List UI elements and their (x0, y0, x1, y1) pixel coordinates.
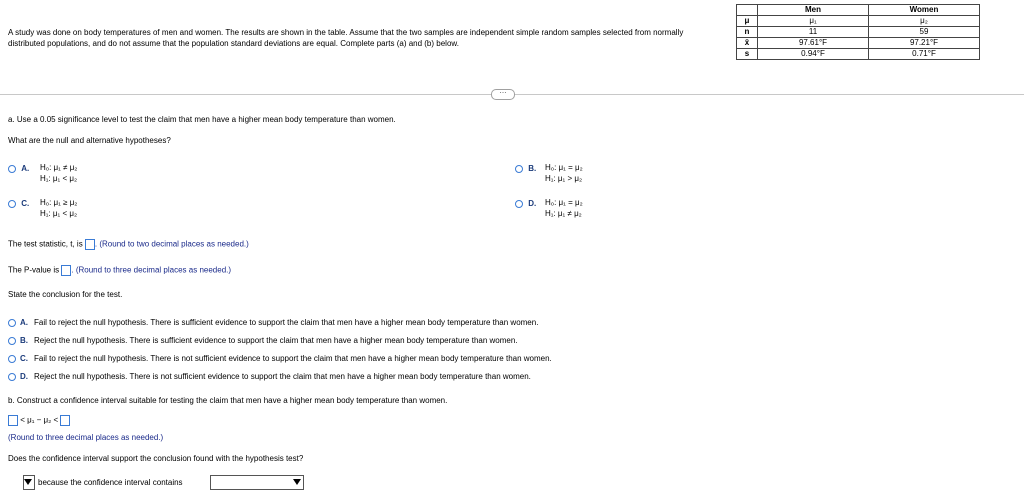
test-statistic-row (8, 239, 249, 250)
option-text: Reject the null hypothesis. There is sufficient evidence to support the claim that men have a higher mean body temperature than women. (34, 336, 518, 345)
ci-expression: < μ₁ − μ₂ < (20, 415, 59, 425)
radio-button[interactable] (8, 165, 16, 173)
alt-hypothesis: H₁: μ₁ < μ₂ (40, 209, 78, 218)
option-letter: C. (20, 354, 28, 363)
table-cell: 0.94°F (758, 49, 869, 60)
table-row-label: s (737, 49, 758, 60)
test-statistic-label: The test statistic, t, is (8, 239, 83, 249)
option-text: Fail to reject the null hypothesis. There is not sufficient evidence to support the claim that men have a higher mean body temperature than women. (34, 354, 552, 363)
hyp-option-d[interactable] (515, 198, 583, 218)
hypotheses-question: What are the null and alternative hypotheses? (8, 136, 171, 145)
pvalue-note: . (Round to three decimal places as needed.) (71, 265, 232, 275)
radio-button[interactable] (8, 319, 16, 327)
pvalue-input[interactable] (61, 265, 71, 276)
conclusion-option-b[interactable] (8, 336, 518, 345)
option-letter: A. (20, 318, 28, 327)
support-sentence: because the confidence interval contains (38, 478, 183, 487)
table-cell: 0.71°F (869, 49, 980, 60)
ci-upper-input[interactable] (60, 415, 70, 426)
hyp-option-b[interactable] (515, 163, 583, 183)
option-letter: B. (528, 164, 537, 173)
radio-button[interactable] (8, 355, 16, 363)
alt-hypothesis: H₁: μ₁ ≠ μ₂ (545, 209, 582, 218)
radio-button[interactable] (515, 200, 523, 208)
table-row-label: x̄ (737, 38, 758, 49)
part-a-prompt: a. Use a 0.05 significance level to test the claim that men have a higher mean body temperature than women. (8, 115, 396, 124)
table-cell: μ₁ (758, 16, 869, 27)
problem-intro: A study was done on body temperatures of men and women. The results are shown in the table. Assume that the two samples are independent simple random samples selected from normally distributed populations, and do not assume that the population standard deviations are equal. Complete parts (a) and (b) below. (8, 28, 684, 48)
hyp-option-c[interactable] (8, 198, 78, 218)
option-letter: C. (21, 199, 30, 208)
confidence-interval-row (8, 415, 70, 426)
table-cell: 97.21°F (869, 38, 980, 49)
table-cell: μ₂ (869, 16, 980, 27)
ci-note: (Round to three decimal places as needed.) (8, 433, 164, 442)
option-letter: B. (20, 336, 28, 345)
data-table (736, 4, 980, 60)
support-value-select[interactable] (210, 475, 304, 490)
alt-hypothesis: H₁: μ₁ > μ₂ (545, 174, 583, 183)
radio-button[interactable] (8, 337, 16, 345)
table-row-label: n (737, 27, 758, 38)
option-letter: D. (528, 199, 537, 208)
table-cell: 59 (869, 27, 980, 38)
option-text: Fail to reject the null hypothesis. There is sufficient evidence to support the claim that men have a higher mean body temperature than women. (34, 318, 539, 327)
pvalue-label: The P-value is (8, 265, 60, 275)
table-row-label: μ (737, 16, 758, 27)
null-hypothesis: H₀: μ₁ = μ₂ (545, 198, 583, 207)
chevron-down-icon (293, 479, 301, 485)
conclusion-option-c[interactable] (8, 354, 552, 363)
radio-button[interactable] (515, 165, 523, 173)
table-corner (737, 5, 758, 16)
null-hypothesis: H₀: μ₁ ≥ μ₂ (40, 198, 78, 207)
null-hypothesis: H₀: μ₁ ≠ μ₂ (40, 163, 78, 172)
radio-button[interactable] (8, 200, 16, 208)
table-cell: 97.61°F (758, 38, 869, 49)
option-letter: D. (20, 372, 28, 381)
chevron-down-icon (24, 479, 32, 485)
expand-button[interactable]: ⋯ (491, 89, 515, 100)
conclusion-option-a[interactable] (8, 318, 538, 327)
radio-button[interactable] (8, 373, 16, 381)
support-question: Does the confidence interval support the conclusion found with the hypothesis test? (8, 454, 304, 463)
pvalue-row (8, 265, 231, 276)
hyp-option-a[interactable] (8, 163, 78, 183)
null-hypothesis: H₀: μ₁ = μ₂ (545, 163, 583, 172)
table-header-men: Men (758, 5, 869, 16)
ci-lower-input[interactable] (8, 415, 18, 426)
alt-hypothesis: H₁: μ₁ < μ₂ (40, 174, 78, 183)
option-text: Reject the null hypothesis. There is not sufficient evidence to support the claim that men have a higher mean body temperature than women. (34, 372, 531, 381)
option-letter: A. (21, 164, 30, 173)
conclusion-option-d[interactable] (8, 372, 531, 381)
part-b-prompt: b. Construct a confidence interval suitable for testing the claim that men have a higher mean body temperature than women. (8, 396, 448, 405)
test-statistic-input[interactable] (85, 239, 95, 250)
support-yes-no-select[interactable] (23, 475, 35, 490)
table-cell: 11 (758, 27, 869, 38)
table-header-women: Women (869, 5, 980, 16)
conclusion-prompt: State the conclusion for the test. (8, 290, 123, 299)
test-statistic-note: . (Round to two decimal places as needed.) (94, 239, 249, 249)
